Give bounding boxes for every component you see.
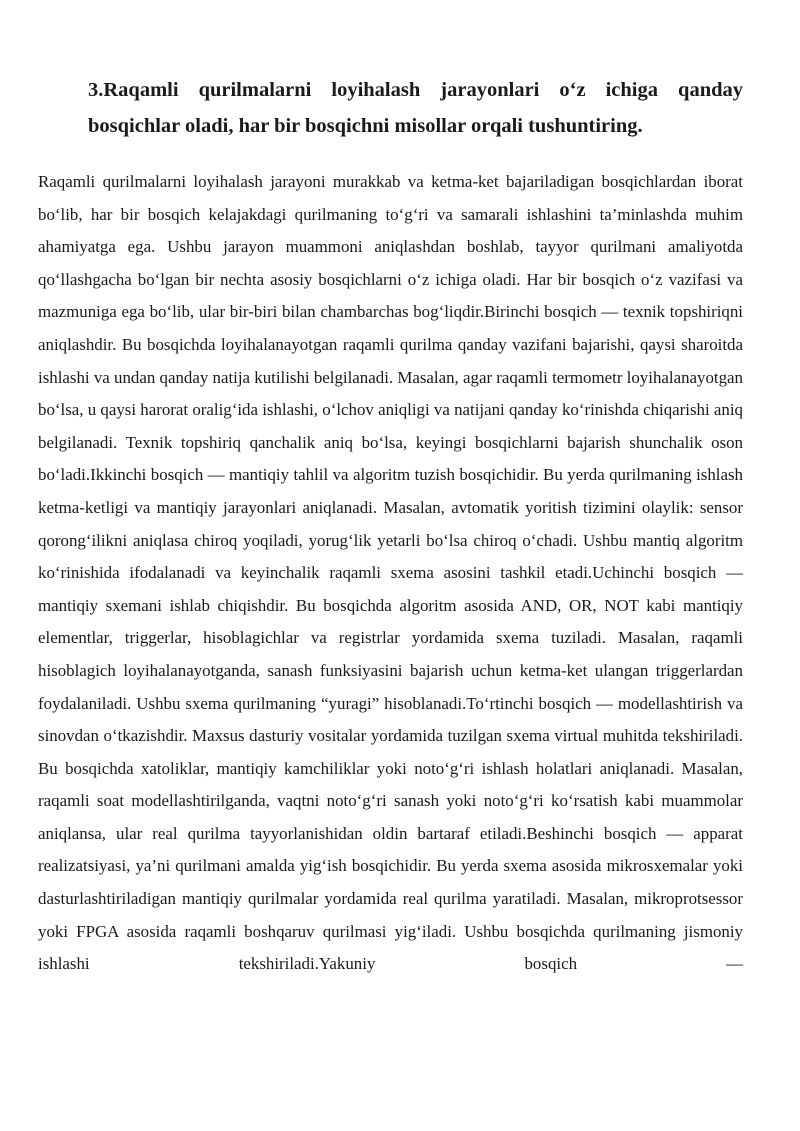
body-paragraph: Raqamli qurilmalarni loyihalash jarayoni murakkab va ketma-ket bajariladigan bosqichlardan iborat bo‘lib, har bir bosqich kelajakdagi qurilmaning to‘g‘ri va samarali ishlashini ta’minlashda muhim ahamiyatga ega. Ushbu jarayon muammoni aniqlashdan boshlab, tayyor qurilmani amaliyotda qo‘llashgacha bo‘lgan bir nechta asosiy bosqichlarni o‘z ichiga oladi. Har bir bosqich o‘z vazifasi va mazmuniga ega bo‘lib, ular bir-biri bilan chambarchas bog‘liqdir.Birinchi bosqich — texnik topshiriqni aniqlashdir. Bu bosqichda loyihalanayotgan raqamli qurilma qanday vazifani bajarishi, qaysi sharoitda ishlashi va undan qanday natija kutilishi belgilanadi. Masalan, agar raqamli termometr loyihalanayotgan bo‘lsa, u qaysi harorat oralig‘ida ishlashi, o‘lchov aniqligi va natijani qanday ko‘rinishda chiqarishi aniq belgilanadi. Texnik topshiriq qanchalik aniq bo‘lsa, keyingi bosqichlarni bajarish shunchalik oson bo‘ladi.Ikkinchi bosqich — mantiqiy tahlil va algoritm tuzish bosqichidir. Bu yerda qurilmaning ishlash ketma-ketligi va mantiqiy jarayonlari aniqlanadi. Masalan, avtomatik yoritish tizimini olaylik: sensor qorong‘ilikni aniqlasa chiroq yoqiladi, yorug‘lik yetarli bo‘lsa chiroq o‘chadi. Ushbu mantiq algoritm ko‘rinishida ifodalanadi va keyinchalik raqamli sxema asosini tashkil etadi.Uchinchi bosqich — mantiqiy sxemani ishlab chiqishdir. Bu bosqichda algoritm asosida AND, OR, NOT kabi mantiqiy elementlar, triggerlar, hisoblagichlar va registrlar yordamida sxema tuziladi. Masalan, raqamli hisoblagich loyihalanayotganda, sanash funksiyasini bajarish uchun ketma-ket ulangan triggerlardan foydalaniladi. Ushbu sxema qurilmaning “yuragi” hisoblanadi.To‘rtinchi bosqich — modellashtirish va sinovdan o‘tkazishdir. Maxsus dasturiy vositalar yordamida tuzilgan sxema virtual muhitda tekshiriladi. Bu bosqichda xatoliklar, mantiqiy kamchiliklar yoki noto‘g‘ri ishlash holatlari aniqlanadi. Masalan, raqamli soat modellashtirilganda, vaqtni noto‘g‘ri sanash yoki noto‘g‘ri ko‘rsatish kabi muammolar aniqlansa, ular real qurilma tayyorlanishidan oldin bartaraf etiladi.Beshinchi bosqich — apparat realizatsiyasi, ya’ni qurilmani amalda yig‘ish bosqichidir. Bu yerda sxema asosida mikrosxemalar yoki dasturlashtiriladigan mantiqiy qurilmalar yordamida real qurilma yaratiladi. Masalan, mikroprotsessor yoki FPGA asosida raqamli boshqaruv qurilmasi yig‘iladi. Ushbu bosqichda qurilmaning jismoniy ishlashi tekshiriladi.Yakuniy bosqich —	[38, 172, 744, 974]
section-heading: 3.Raqamli qurilmalarni loyihalash jarayonlari o‘z ichiga qanday bosqichlar oladi, har bir bosqichni misollar orqali tushuntiring.	[88, 79, 743, 137]
